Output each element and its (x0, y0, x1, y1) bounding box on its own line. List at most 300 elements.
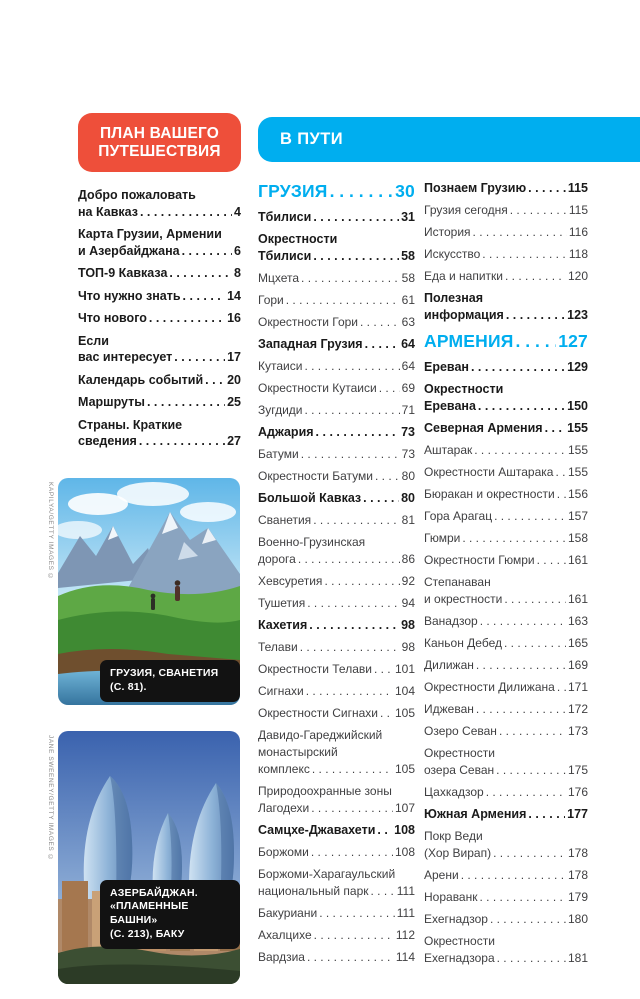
toc-entry-row (78, 265, 241, 282)
toc-entry-label: Озеро Севан (424, 724, 497, 738)
toc-entry-page-number: 61 (401, 293, 415, 307)
toc-entry (78, 394, 241, 411)
toc-entry-label: Окрестности Кутаиси (258, 381, 377, 395)
toc-entry-label: Гора Арагац (424, 509, 493, 523)
toc-entry (424, 420, 588, 437)
dot-leader (557, 486, 566, 503)
toc-entry-line: Карта Грузии, Армении (78, 227, 222, 241)
toc-entry-page-number: 171 (567, 680, 588, 694)
photo-caption-line: АЗЕРБАЙДЖАН. (110, 886, 198, 899)
toc-entry-row (424, 889, 588, 906)
toc-entry-page-number: 64 (401, 337, 415, 351)
toc-entry-page-number: 86 (401, 552, 415, 566)
dot-leader (478, 398, 565, 415)
toc-entry-page-number: 71 (401, 403, 415, 417)
photo-caption-svaneti (100, 660, 240, 702)
toc-entry-row (424, 442, 588, 459)
toc-entry-row (258, 761, 415, 778)
toc-entry-label: Тушетия (258, 596, 306, 610)
toc-entry-page-number: 115 (567, 181, 588, 195)
on-the-road-header-label: В ПУТИ (280, 130, 343, 148)
dot-leader (304, 358, 399, 375)
dot-leader (474, 442, 566, 459)
dot-leader (312, 761, 393, 778)
toc-entry-row (424, 950, 588, 967)
toc-entry (424, 224, 588, 241)
dot-leader (506, 307, 565, 324)
toc-entry-row (258, 292, 415, 309)
dot-leader (182, 243, 232, 260)
toc-entry-row (258, 905, 415, 922)
dot-leader (510, 202, 567, 219)
toc-entry-page-number: 31 (401, 210, 415, 224)
toc-entry-line: Окрестности (424, 382, 504, 396)
toc-entry-label: Что нужно знать (78, 288, 181, 303)
photo-frame (58, 731, 240, 984)
toc-entry-row (258, 314, 415, 331)
toc-entry-row (424, 591, 588, 608)
toc-entry (78, 372, 241, 389)
toc-entry-row (258, 336, 415, 353)
dot-leader (330, 180, 394, 202)
toc-entry-page-number: 178 (567, 868, 588, 882)
toc-entry-row (258, 617, 415, 634)
dot-leader (313, 512, 399, 529)
photo-credit-svaneti: KAPILYA/GETTY IMAGES © (47, 482, 54, 581)
toc-entry-row (258, 402, 415, 419)
toc-entry-page-number: 116 (568, 225, 588, 239)
toc-entry-page-number: 157 (567, 509, 588, 523)
toc-entry-label: Ахалцихе (258, 928, 312, 942)
toc-entry (258, 727, 415, 778)
toc-entry (424, 290, 588, 324)
toc-entry-row (424, 552, 588, 569)
dot-leader (557, 679, 566, 696)
toc-entry-label: Ванадзор (424, 614, 478, 628)
dot-leader (139, 433, 225, 450)
toc-entry-label: Тбилиси (258, 249, 312, 263)
toc-entry (424, 745, 588, 779)
toc-entry-page-number: 161 (567, 592, 588, 606)
dot-leader (555, 464, 566, 481)
toc-entry (258, 402, 415, 419)
toc-entry (258, 534, 415, 568)
toc-entry-line: Страны. Краткие (78, 417, 183, 432)
toc-entry-page-number: 6 (234, 243, 241, 258)
toc-entry-row (424, 202, 588, 219)
toc-entry-row (424, 246, 588, 263)
toc-entry-label: ГРУЗИЯ (258, 181, 328, 201)
dot-leader (486, 784, 566, 801)
toc-entry-label: Бакуриани (258, 906, 318, 920)
toc-entry-label: ТОП-9 Кавказа (78, 266, 168, 280)
toc-entry (424, 486, 588, 503)
toc-entry-label: История (424, 225, 471, 239)
toc-entry (424, 552, 588, 569)
toc-entry-label: Батуми (258, 447, 299, 461)
toc-entry-page-number: 98 (401, 640, 415, 654)
toc-entry-label: Календарь событий (78, 372, 204, 387)
toc-entry-page-number: 108 (394, 823, 415, 837)
toc-entry (258, 468, 415, 485)
toc-entry (258, 595, 415, 612)
toc-entry (258, 617, 415, 634)
toc-entry (78, 333, 241, 366)
toc-entry-label: Окрестности Сигнахи (258, 706, 379, 720)
toc-entry-label: Кахетия (258, 618, 308, 632)
toc-entry-page-number: 94 (401, 596, 415, 610)
toc-entry-page-number: 27 (227, 434, 241, 448)
toc-entry (424, 464, 588, 481)
dot-leader (504, 635, 566, 652)
toc-entry (258, 927, 415, 944)
photo-caption-line: «ПЛАМЕННЫЕ БАШНИ» (110, 900, 189, 927)
dot-leader (516, 330, 557, 352)
toc-entry-page-number: 172 (567, 702, 588, 716)
dot-leader (377, 822, 392, 839)
toc-entry-page-number: 81 (401, 513, 415, 527)
dot-leader (313, 209, 399, 226)
toc-entry (258, 424, 415, 441)
on-the-road-header (258, 117, 640, 162)
toc-entry-label: Боржоми (258, 845, 309, 859)
toc-entry-row (258, 248, 415, 265)
toc-entry-page-number: 111 (396, 884, 415, 898)
toc-entry (424, 657, 588, 674)
dot-leader (371, 883, 395, 900)
dot-leader (316, 424, 400, 441)
toc-entry (258, 446, 415, 463)
toc-entry (424, 806, 588, 823)
dot-leader (379, 380, 400, 397)
dot-leader (490, 911, 566, 928)
toc-entry-line: Окрестности (424, 746, 495, 760)
dot-leader (174, 349, 225, 366)
dot-leader (471, 359, 565, 376)
toc-entry-row (424, 420, 588, 437)
toc-entry-row (424, 657, 588, 674)
dot-leader (480, 613, 566, 630)
toc-entry-label: Маршруты (78, 395, 145, 409)
toc-entry-label: Вардзиа (258, 950, 305, 964)
toc-entry-label: Окрестности Телави (258, 662, 372, 676)
plan-section-badge-label: ПЛАН ВАШЕГО ПУТЕШЕСТВИЯ (98, 125, 221, 160)
toc-entry-label: Бюракан и окрестности (424, 487, 555, 501)
toc-entry-page-number: 179 (567, 890, 588, 904)
toc-entry-row (258, 683, 415, 700)
toc-entry-label: озера Севан (424, 763, 495, 777)
toc-column-2 (424, 180, 588, 972)
dot-leader (380, 705, 393, 722)
toc-entry (424, 828, 588, 862)
toc-entry (424, 530, 588, 547)
toc-entry-label: Окрестности Батуми (258, 469, 373, 483)
toc-entry-page-number: 104 (394, 684, 415, 698)
toc-entry-label: комплекс (258, 762, 310, 776)
toc-entry-line: Природоохранные зоны (258, 784, 392, 798)
dot-leader (298, 551, 400, 568)
toc-entry-row (78, 394, 241, 411)
toc-entry-page-number: 155 (567, 443, 588, 457)
dot-leader (311, 844, 393, 861)
toc-entry-page-number: 73 (401, 447, 415, 461)
toc-entry-label: Грузия сегодня (424, 203, 508, 217)
dot-leader (360, 314, 400, 331)
toc-entry (258, 683, 415, 700)
photo-caption-line: (С. 213), БАКУ (110, 928, 185, 941)
dot-leader (300, 639, 400, 656)
dot-leader (183, 288, 226, 305)
toc-entry (78, 288, 241, 305)
toc-entry-page-number: 17 (227, 350, 241, 364)
toc-entry-label: Познаем Грузию (424, 181, 527, 195)
toc-entry-page-number: 118 (568, 247, 588, 261)
toc-entry-page-number: 115 (568, 203, 588, 217)
toc-entry-row (424, 530, 588, 547)
toc-entry-label: АРМЕНИЯ (424, 331, 514, 351)
toc-entry-line: монастырский (258, 745, 338, 759)
dot-leader (305, 402, 400, 419)
dot-leader (306, 683, 393, 700)
dot-leader (309, 617, 399, 634)
toc-entry-label: Кутаиси (258, 359, 303, 373)
dot-leader (462, 530, 566, 547)
toc-entry-page-number: 80 (401, 491, 415, 505)
toc-entry-row (258, 209, 415, 226)
toc-entry-label: (Хор Вирап) (424, 846, 492, 860)
toc-entry (258, 822, 415, 839)
toc-entry-row (424, 224, 588, 241)
toc-entry-row (78, 243, 241, 260)
toc-entry-label: на Кавказ (78, 204, 138, 219)
toc-entry-page-number: 176 (567, 785, 588, 799)
toc-entry-page-number: 173 (567, 724, 588, 738)
dot-leader (311, 800, 393, 817)
toc-entry-line: Окрестности (424, 934, 495, 948)
toc-entry-row (424, 845, 588, 862)
toc-entry-label: Западная Грузия (258, 337, 363, 351)
toc-entry-row (78, 288, 241, 305)
toc-entry-label: Самцхе-Джавахети (258, 823, 376, 837)
toc-entry-label: Дилижан (424, 658, 474, 672)
dot-leader (528, 806, 565, 823)
toc-entry-line: Покр Веди (424, 829, 483, 843)
dot-leader (307, 949, 394, 966)
dot-leader (363, 490, 399, 507)
toc-entry-row (78, 433, 241, 450)
toc-entry (258, 844, 415, 861)
toc-entry-page-number: 16 (227, 311, 241, 325)
toc-entry (424, 889, 588, 906)
toc-entry-page-number: 73 (401, 425, 415, 439)
toc-entry-page-number: 120 (567, 269, 588, 283)
toc-entry-label: сведения (78, 434, 137, 448)
toc-entry-row (424, 911, 588, 928)
plan-section-badge (78, 113, 241, 172)
toc-entry (424, 202, 588, 219)
photo-svaneti (47, 478, 240, 705)
toc-entry-row (258, 595, 415, 612)
toc-entry (78, 310, 241, 327)
toc-entry-row (424, 762, 588, 779)
toc-entry-row (424, 330, 588, 352)
toc-entry (258, 705, 415, 722)
toc-entry (258, 231, 415, 265)
toc-entry-page-number: 4 (234, 204, 241, 219)
toc-entry-label: Каньон Дебед (424, 636, 502, 650)
toc-entry-row (258, 949, 415, 966)
toc-entry (258, 639, 415, 656)
toc-entry-row (424, 701, 588, 718)
toc-entry-label: Гори (258, 293, 284, 307)
dot-leader (537, 552, 566, 569)
toc-entry-label: Окрестности Дилижана (424, 680, 555, 694)
toc-entry-row (78, 310, 241, 327)
toc-entry-row (424, 508, 588, 525)
toc-entry-page-number: 105 (394, 762, 415, 776)
toc-entry-row (424, 180, 588, 197)
toc-entry-row (424, 679, 588, 696)
toc-entry-label: Хевсуретия (258, 574, 323, 588)
toc-entry (424, 911, 588, 928)
toc-entry-row (78, 349, 241, 366)
toc-entry-label: Иджеван (424, 702, 474, 716)
toc-entry-page-number: 181 (567, 951, 588, 965)
toc-entry (258, 905, 415, 922)
toc-entry-row (258, 270, 415, 287)
toc-entry-row (424, 486, 588, 503)
toc-entry (78, 417, 241, 450)
toc-entry (424, 246, 588, 263)
toc-entry (424, 508, 588, 525)
toc-entry-row (258, 551, 415, 568)
photo-credit-baku: JANE SWEENEY/GETTY IMAGES © (47, 735, 54, 862)
toc-entry-page-number: 155 (567, 421, 588, 435)
toc-entry-row (258, 490, 415, 507)
dot-leader (545, 420, 566, 437)
toc-entry-label: вас интересует (78, 350, 173, 364)
toc-entry-label: Южная Армения (424, 807, 527, 821)
toc-entry-page-number: 25 (227, 395, 241, 409)
toc-entry-row (258, 380, 415, 397)
toc-entry-label: Аштарак (424, 443, 473, 457)
toc-entry-page-number: 108 (394, 845, 415, 859)
toc-entry-label: Сигнахи (258, 684, 304, 698)
toc-entry-label: Что нового (78, 311, 147, 325)
toc-entry (258, 336, 415, 353)
toc-entry (78, 226, 241, 259)
toc-entry (258, 490, 415, 507)
toc-entry-page-number: 169 (567, 658, 588, 672)
toc-entry-label: информация (424, 308, 504, 322)
toc-entry-page-number: 114 (395, 950, 415, 964)
toc-entry (424, 933, 588, 967)
dot-leader (504, 591, 566, 608)
toc-entry-label: Аджария (258, 425, 314, 439)
toc-entry-row (258, 705, 415, 722)
dot-leader (169, 265, 232, 282)
toc-entry-page-number: 150 (567, 399, 588, 413)
toc-entry-page-number: 69 (401, 381, 415, 395)
dot-leader (494, 508, 566, 525)
toc-entry-page-number: 20 (227, 372, 241, 387)
toc-entry-row (78, 372, 241, 389)
dot-leader (301, 270, 400, 287)
toc-entry-label: национальный парк (258, 884, 369, 898)
toc-entry-row (78, 204, 241, 221)
toc-entry-label: Тбилиси (258, 210, 312, 224)
toc-entry-page-number: 58 (401, 249, 415, 263)
toc-entry (258, 512, 415, 529)
toc-entry-row (258, 424, 415, 441)
dot-leader (497, 950, 566, 967)
toc-entry (258, 270, 415, 287)
dot-leader (499, 723, 566, 740)
dot-leader (313, 248, 399, 265)
toc-entry (424, 701, 588, 718)
toc-entry-label: Телави (258, 640, 298, 654)
toc-entry-page-number: 64 (401, 359, 415, 373)
toc-entry-page-number: 127 (558, 331, 588, 351)
toc-entry-row (258, 639, 415, 656)
dot-leader (140, 204, 232, 221)
toc-entry (258, 661, 415, 678)
toc-entry (424, 359, 588, 376)
toc-entry-label: Зугдиди (258, 403, 303, 417)
toc-entry-label: Лагодехи (258, 801, 310, 815)
toc-entry-page-number: 177 (567, 807, 588, 821)
toc-entry-page-number: 161 (567, 553, 588, 567)
toc-entry-row (258, 661, 415, 678)
photo-frame (58, 478, 240, 705)
toc-entry (258, 314, 415, 331)
toc-entry-line: Полезная (424, 291, 484, 305)
toc-entry-row (424, 613, 588, 630)
toc-entry-line: Боржоми-Харагаульский (258, 867, 396, 881)
toc-entry-label: Окрестности Гори (258, 315, 359, 329)
toc-entry-label: Мцхета (258, 271, 300, 285)
toc-entry-row (424, 635, 588, 652)
toc-entry (78, 187, 241, 220)
toc-entry-row (258, 446, 415, 463)
photo-caption-baku (100, 880, 240, 949)
toc-entry-page-number: 129 (567, 360, 588, 374)
toc-entry (258, 380, 415, 397)
toc-entry-line: Степанаван (424, 575, 491, 589)
toc-entry-row (258, 180, 415, 202)
toc-entry-page-number: 8 (234, 266, 241, 280)
toc-entry-label: Арени (424, 868, 459, 882)
photo-caption-line: ГРУЗИЯ, СВАНЕТИЯ (110, 667, 219, 680)
toc-entry-label: Нораванк (424, 890, 478, 904)
toc-entry-page-number: 111 (396, 906, 415, 920)
toc-entry (424, 723, 588, 740)
toc-entry-page-number: 58 (401, 271, 415, 285)
toc-entry (258, 783, 415, 817)
toc-entry-row (424, 867, 588, 884)
toc-entry (424, 784, 588, 801)
dot-leader (473, 224, 567, 241)
toc-entry-label: Окрестности Гюмри (424, 553, 535, 567)
photo-baku (47, 731, 240, 984)
dot-leader (505, 268, 566, 285)
dot-leader (365, 336, 400, 353)
toc-entry-row (424, 464, 588, 481)
dot-leader (482, 246, 567, 263)
dot-leader (476, 701, 566, 718)
toc-entry (424, 442, 588, 459)
toc-entry-label: Ехегнадзор (424, 912, 488, 926)
